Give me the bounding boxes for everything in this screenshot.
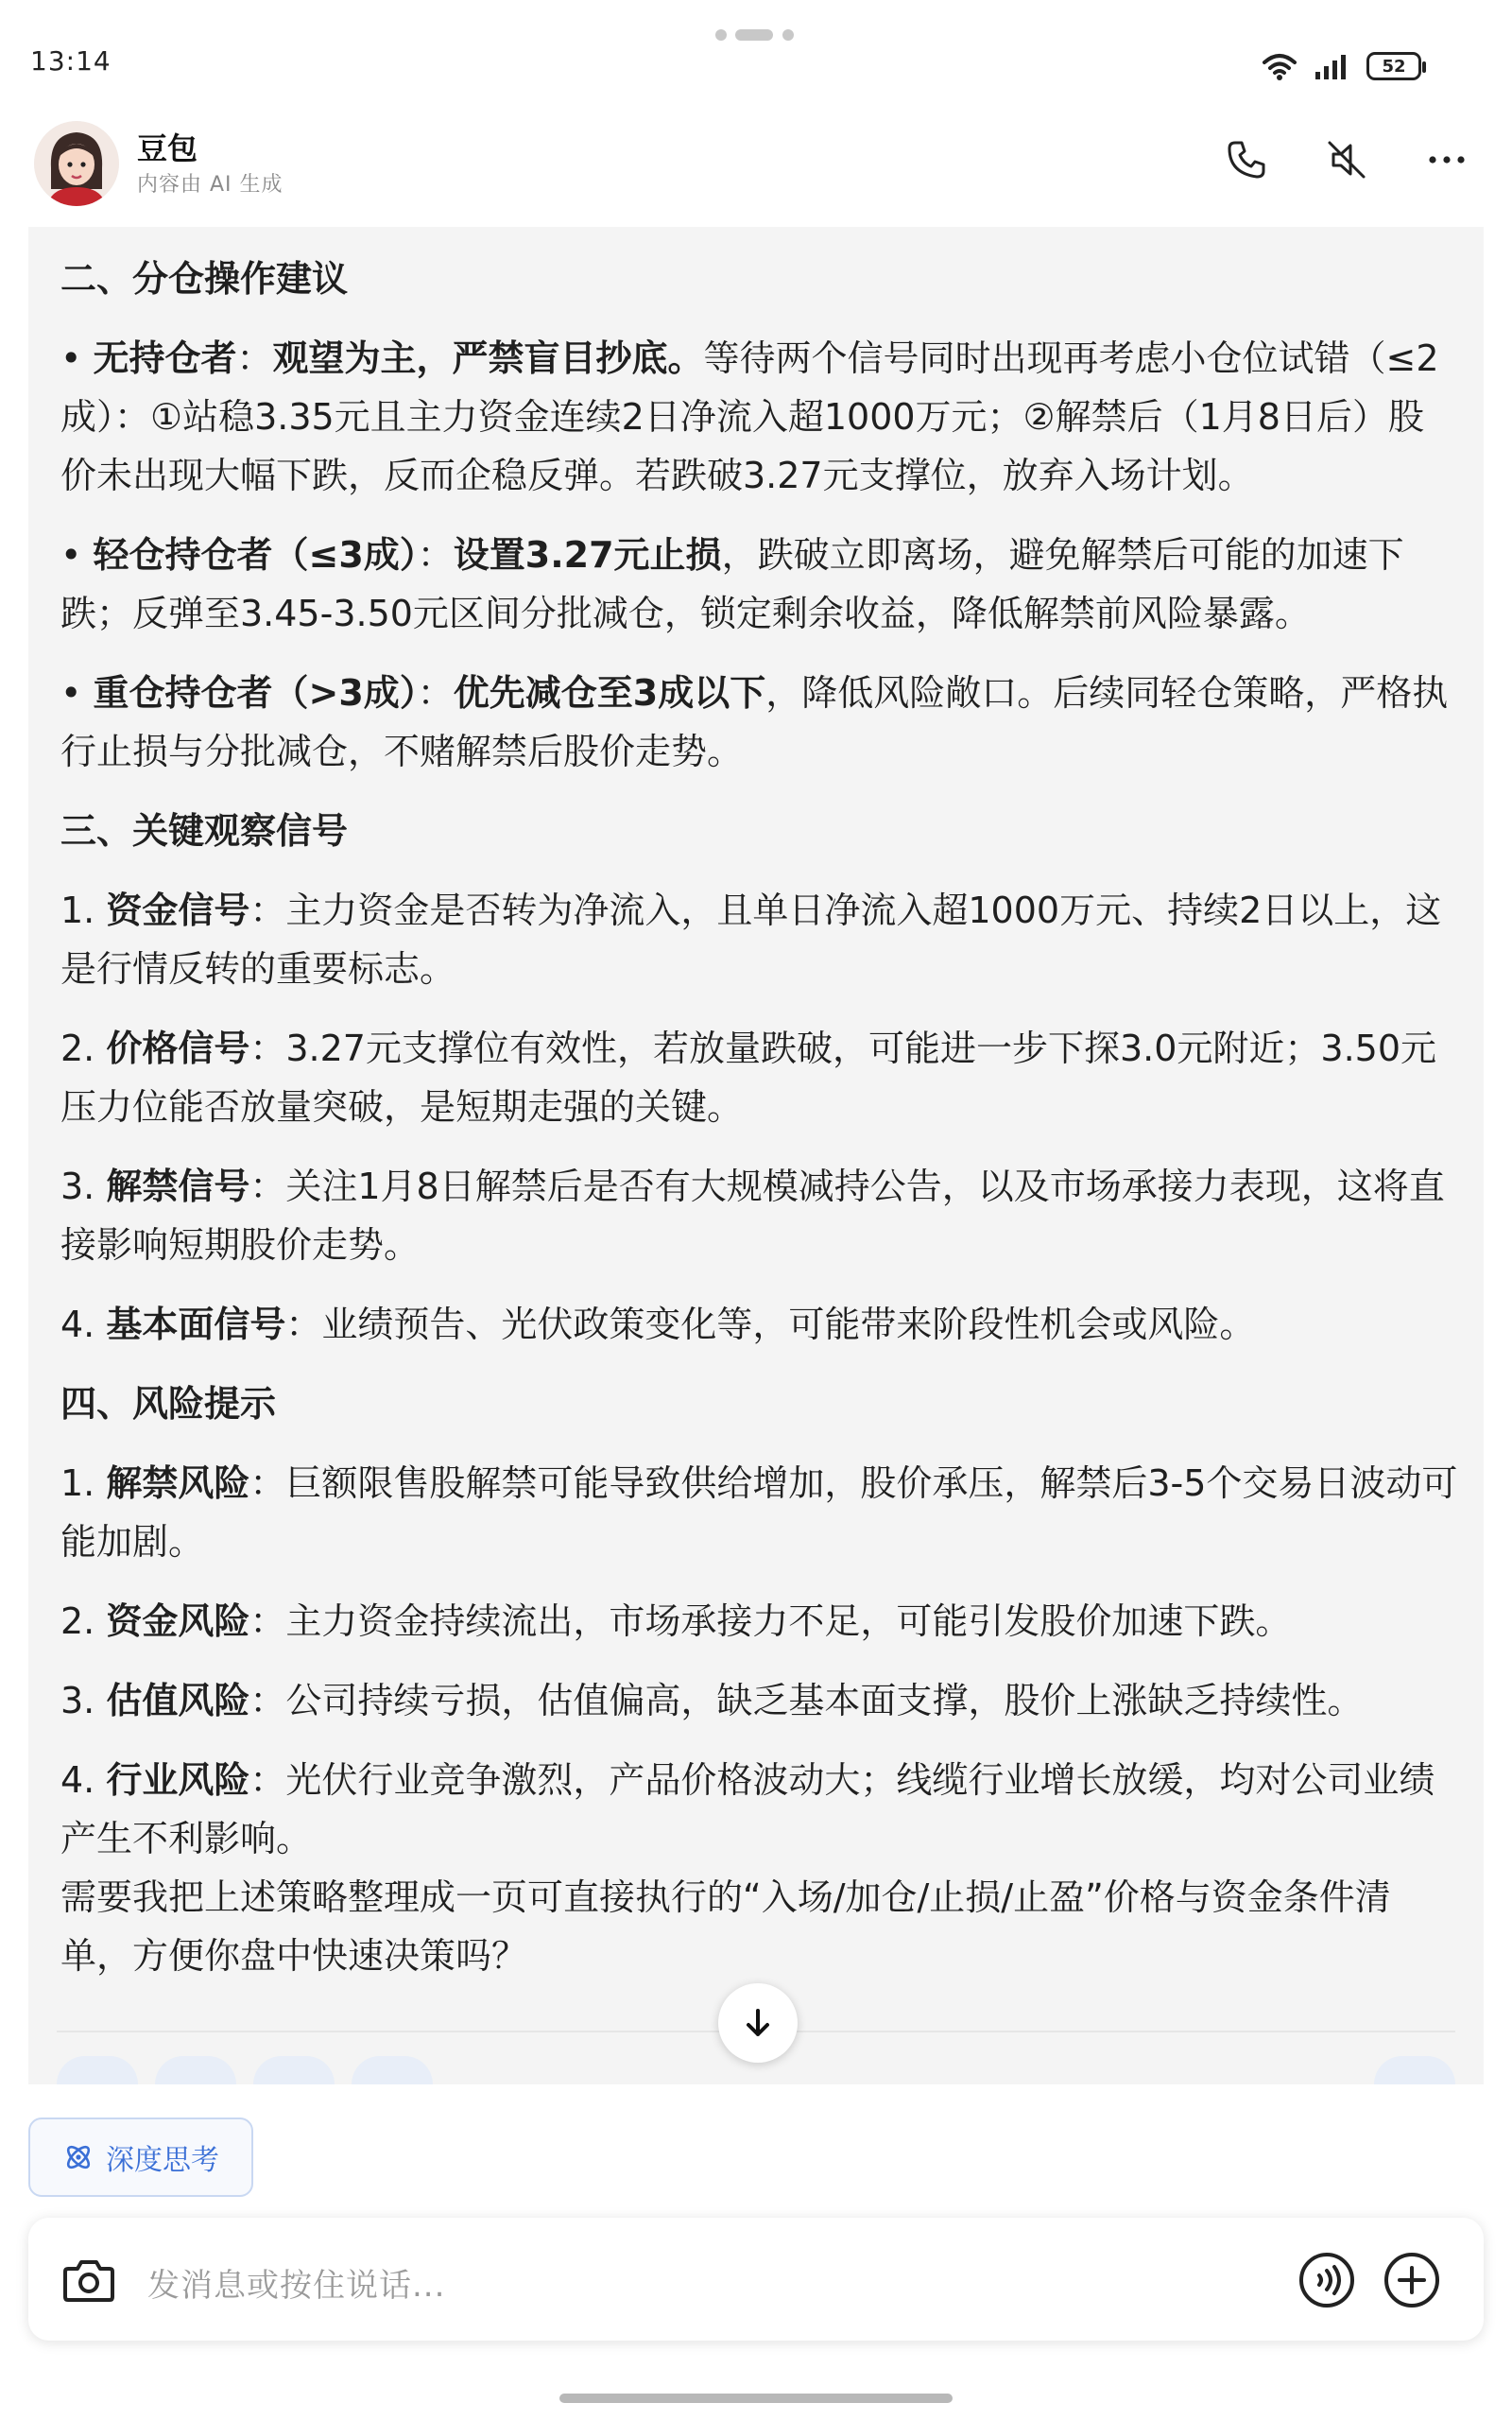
battery-icon — [1366, 52, 1421, 80]
edit-button[interactable] — [155, 2056, 236, 2084]
copy-button[interactable] — [57, 2056, 138, 2084]
battery-level: 52 — [1382, 56, 1406, 77]
deep-think-label: 深度思考 — [106, 2144, 219, 2177]
list-item: 3. 估值风险：公司持续亏损，估值偏高，缺乏基本面支撑，股价上涨缺乏持续性。 — [60, 1680, 1364, 1721]
multitask-handle-icon[interactable] — [714, 28, 809, 42]
chat-header — [0, 113, 1512, 217]
status-time: 13:14 — [30, 45, 112, 77]
chat-message-area[interactable] — [28, 227, 1484, 2084]
avatar-image — [34, 121, 119, 206]
message-input[interactable]: 发消息或按住说话... — [147, 2267, 446, 2305]
list-item: • 轻仓持仓者（≤3成）：设置3.27元止损，跌破立即离场，避免解禁后可能的加速下跌；反弹至3.45-3.50元区间分批减仓，锁定剩余收益，降低解禁前风险暴露。 — [60, 534, 1404, 634]
status-icons — [1261, 47, 1421, 85]
ai-generated-label: 内容由 AI 生成 — [137, 173, 284, 197]
mute-button[interactable] — [1325, 138, 1368, 182]
camera-icon[interactable] — [62, 2256, 115, 2305]
deep-think-toggle[interactable] — [28, 2118, 253, 2197]
speaker-muted-icon — [1326, 139, 1367, 181]
list-item: 1. 资金信号：主力资金是否转为净流入，且单日净流入超1000万元、持续2日以上，这是行情反转的重要标志。 — [60, 890, 1442, 990]
header-title: 豆包 — [137, 130, 198, 166]
arrow-down-icon — [741, 2006, 775, 2040]
assistant-message — [60, 250, 1459, 2006]
voice-input-icon[interactable] — [1298, 2252, 1355, 2308]
list-item: 1. 解禁风险：巨额限售股解禁可能导致供给增加，股价承压，解禁后3-5个交易日波动可能加剧。 — [60, 1462, 1458, 1563]
list-item: 4. 基本面信号：业绩预告、光伏政策变化等，可能带来阶段性机会或风险。 — [60, 1304, 1256, 1345]
section-heading: 四、风险提示 — [60, 1383, 277, 1425]
section-heading: 二、分仓操作建议 — [60, 258, 349, 300]
more-button[interactable] — [1425, 138, 1469, 182]
phone-icon — [1226, 139, 1267, 181]
share-button[interactable] — [253, 2056, 335, 2084]
signal-icon — [1314, 51, 1351, 81]
scroll-to-bottom-button[interactable] — [718, 1983, 798, 2063]
more-icon — [1426, 139, 1468, 181]
list-item: 2. 价格信号：3.27元支撑位有效性，若放量跌破，可能进一步下探3.0元附近；3.50元压力位能否放量突破，是短期走强的关键。 — [60, 1028, 1437, 1128]
closing-question: 需要我把上述策略整理成一页可直接执行的“入场/加仓/止损/止盈”价格与资金条件清单，方便你盘中快速决策吗？ — [60, 1876, 1391, 1977]
more-actions-button[interactable] — [1374, 2056, 1455, 2084]
list-item: 2. 资金风险：主力资金持续流出，市场承接力不足，可能引发股价加速下跌。 — [60, 1600, 1292, 1642]
avatar[interactable] — [34, 121, 119, 206]
status-bar — [0, 0, 1512, 113]
header-actions — [1225, 138, 1469, 182]
home-indicator[interactable] — [559, 2394, 953, 2403]
list-item: • 重仓持仓者（>3成）：优先减仓至3成以下，降低风险敞口。后续同轻仓策略，严格执行止损与分批减仓，不赌解禁后股价走势。 — [60, 672, 1449, 772]
atom-icon — [62, 2141, 94, 2173]
section-heading: 三、关键观察信号 — [60, 810, 349, 852]
list-item: 4. 行业风险：光伏行业竞争激烈，产品价格波动大；线缆行业增长放缓，均对公司业绩产生不利影响。 — [60, 1759, 1435, 1859]
list-item: • 无持仓者：观望为主，严禁盲目抄底。等待两个信号同时出现再考虑小仓位试错（≤2成）：①站稳3.35元且主力资金连续2日净流入超1000万元；②解禁后（1月8日后）股价未出现大幅下跌，反而企稳反弹。若跌破3.27元支撑位，放弃入场计划。 — [60, 337, 1439, 496]
read-aloud-button[interactable] — [352, 2056, 433, 2084]
wifi-icon — [1261, 51, 1298, 81]
list-item: 3. 解禁信号：关注1月8日解禁后是否有大规模减持公告，以及市场承接力表现，这将直接影响短期股价走势。 — [60, 1166, 1445, 1266]
message-input-bar — [28, 2218, 1484, 2341]
call-button[interactable] — [1225, 138, 1268, 182]
plus-icon[interactable] — [1383, 2252, 1440, 2308]
